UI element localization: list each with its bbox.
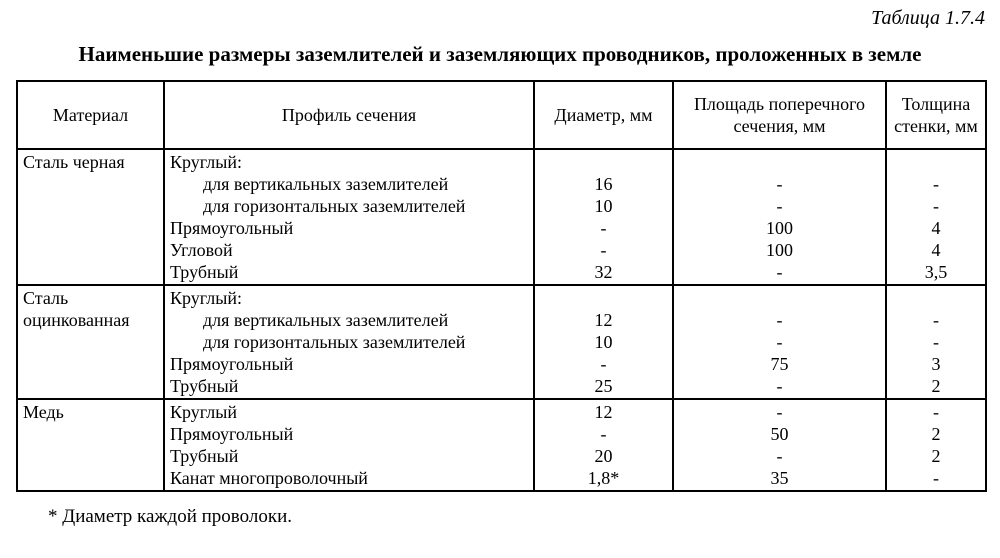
- wall-thickness-value: 4: [931, 218, 941, 238]
- profile-line: для вертикальных заземлителей: [203, 310, 449, 330]
- wall-thickness-value: 4: [931, 240, 941, 260]
- cross-section-value: 35: [770, 468, 789, 488]
- diameter-cell: [534, 285, 673, 399]
- wall-thickness-value: 2: [931, 376, 941, 396]
- profile-cell: [164, 285, 534, 399]
- table-row-galvanized-steel: [17, 285, 986, 399]
- cross-section-value: -: [776, 174, 783, 194]
- cross-section-cell: [673, 285, 886, 399]
- table-caption: Таблица 1.7.4: [871, 7, 985, 29]
- column-header-wall-thickness: Толщина стенки, мм: [886, 81, 986, 149]
- cross-section-value: -: [776, 376, 783, 396]
- diameter-value: [535, 151, 672, 173]
- material-label: Сталь оцинкованная: [23, 288, 130, 330]
- cross-section-value: 50: [770, 424, 789, 444]
- wall-thickness-value: 2: [931, 424, 941, 444]
- table-row-copper: [17, 399, 986, 491]
- cross-section-value: 100: [766, 218, 793, 238]
- wall-thickness-cell: [886, 285, 986, 399]
- cross-section-value: -: [776, 262, 783, 282]
- cross-section-cell: [673, 399, 886, 491]
- diameter-value: 20: [594, 446, 613, 466]
- wall-thickness-value: 2: [931, 446, 941, 466]
- cross-section-value: -: [776, 196, 783, 216]
- cross-section-cell: [673, 149, 886, 285]
- diameter-value: 12: [594, 310, 613, 330]
- wall-thickness-value: -: [933, 402, 939, 422]
- cross-section-value: -: [776, 446, 783, 466]
- wall-thickness-value: -: [933, 174, 939, 194]
- diameter-value: 32: [594, 262, 613, 282]
- header-row: [17, 81, 986, 149]
- profile-line: Канат многопроволочный: [170, 468, 368, 488]
- material-cell: [17, 399, 164, 491]
- profile-line: Угловой: [170, 240, 233, 260]
- diameter-value: 1,8*: [587, 468, 620, 488]
- wall-thickness-value: 3,5: [924, 262, 948, 282]
- wall-thickness-value: [887, 151, 985, 173]
- profile-line: Круглый: [170, 402, 237, 422]
- table-row-black-steel: [17, 149, 986, 285]
- diameter-cell: [534, 149, 673, 285]
- diameter-value: [535, 287, 672, 309]
- cross-section-value: -: [776, 402, 783, 422]
- column-header-diameter: Диаметр, мм: [534, 81, 673, 149]
- diameter-value: 25: [594, 376, 613, 396]
- material-cell: [17, 149, 164, 285]
- cross-section-value: [674, 151, 885, 173]
- profile-line: Круглый:: [170, 288, 242, 308]
- diameter-value: -: [600, 240, 607, 260]
- wall-thickness-value: -: [933, 196, 939, 216]
- cross-section-value: -: [776, 310, 783, 330]
- diameter-value: 10: [594, 332, 613, 352]
- profile-line: Трубный: [170, 376, 239, 396]
- profile-line: Прямоугольный: [170, 354, 294, 374]
- profile-line: Трубный: [170, 262, 239, 282]
- diameter-value: 12: [594, 402, 613, 422]
- diameter-value: -: [600, 218, 607, 238]
- profile-line: для горизонтальных заземлителей: [203, 196, 466, 216]
- wall-thickness-value: -: [933, 468, 939, 488]
- profile-line: Круглый:: [170, 152, 242, 172]
- diameter-value: -: [600, 354, 607, 374]
- profile-cell: [164, 399, 534, 491]
- diameter-value: 16: [594, 174, 613, 194]
- wall-thickness-value: -: [933, 332, 939, 352]
- wall-thickness-cell: [886, 399, 986, 491]
- wall-thickness-cell: [886, 149, 986, 285]
- diameter-cell: [534, 399, 673, 491]
- cross-section-value: 100: [766, 240, 793, 260]
- profile-line: Прямоугольный: [170, 424, 294, 444]
- cross-section-value: -: [776, 332, 783, 352]
- grounding-sizes-table: [16, 80, 987, 492]
- profile-cell: [164, 149, 534, 285]
- profile-line: Трубный: [170, 446, 239, 466]
- column-header-cross-section: Площадь поперечного сечения, мм: [673, 81, 886, 149]
- cross-section-value: [674, 287, 885, 309]
- footnote: * Диаметр каждой проволоки.: [48, 506, 293, 527]
- document-title: Наименьшие размеры заземлителей и заземляющих проводников, проложенных в земле: [78, 42, 922, 66]
- profile-line: Прямоугольный: [170, 218, 294, 238]
- cross-section-value: 75: [770, 354, 789, 374]
- wall-thickness-value: -: [933, 310, 939, 330]
- column-header-profile: Профиль сечения: [164, 81, 534, 149]
- profile-line: для вертикальных заземлителей: [203, 174, 449, 194]
- material-label: Медь: [23, 402, 64, 422]
- diameter-value: -: [600, 424, 607, 444]
- wall-thickness-value: 3: [931, 354, 941, 374]
- wall-thickness-value: [887, 287, 985, 309]
- column-header-material: Материал: [17, 81, 164, 149]
- material-label: Сталь черная: [23, 152, 125, 172]
- diameter-value: 10: [594, 196, 613, 216]
- profile-line: для горизонтальных заземлителей: [203, 332, 466, 352]
- material-cell: [17, 285, 164, 399]
